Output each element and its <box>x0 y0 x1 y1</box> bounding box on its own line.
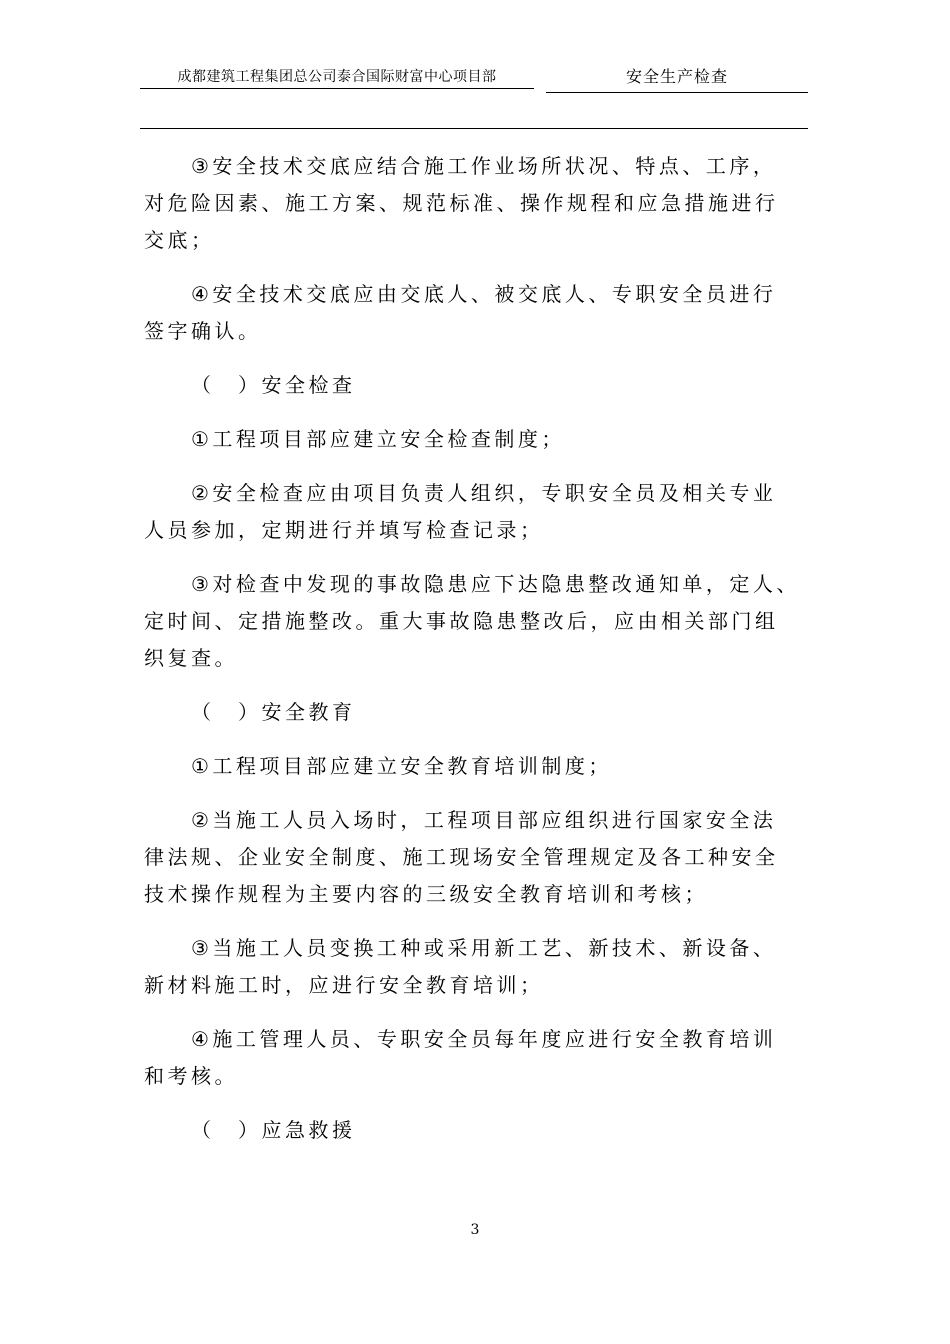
header-right-underline <box>546 92 808 93</box>
paragraph: ③对检查中发现的事故隐患应下达隐患整改通知单，定人、 定时间、定措施整改。重大事故隐患整改后，应由相关部门组 织复查。 <box>144 572 800 670</box>
section-heading: （ ）安全检查 <box>191 373 356 397</box>
paragraph: ①工程项目部应建立安全教育培训制度； <box>191 754 612 778</box>
document-body <box>144 148 824 1166</box>
paragraph: ②当施工人员入场时，工程项目部应组织进行国家安全法 律法规、企业安全制度、施工现场安全管理规定及各工种安全 技术操作规程为主要内容的三级安全教育培训和考核； <box>144 808 779 906</box>
paragraph: ④安全技术交底应由交底人、被交底人、专职安全员进行 签字确认。 <box>144 282 777 343</box>
section-heading: （ ）应急救援 <box>191 1118 356 1142</box>
paragraph: ③当施工人员变换工种或采用新工艺、新技术、新设备、 新材料施工时，应进行安全教育培训； <box>144 936 777 997</box>
paragraph: ②安全检查应由项目负责人组织，专职安全员及相关专业 人员参加，定期进行并填写检查记录； <box>144 481 777 542</box>
section-heading: （ ）安全教育 <box>191 700 356 724</box>
header-rule <box>140 128 808 129</box>
header-right-title: 安全生产检查 <box>625 67 728 86</box>
page-number: 3 <box>470 1222 480 1238</box>
header-left-title: 成都建筑工程集团总公司泰合国际财富中心项目部 <box>177 69 497 85</box>
paragraph: ④施工管理人员、专职安全员每年度应进行安全教育培训 和考核。 <box>144 1027 777 1088</box>
paragraph: ③安全技术交底应结合施工作业场所状况、特点、工序， 对危险因素、施工方案、规范标准、操作规程和应急措施进行 交底； <box>144 154 779 252</box>
header-left-underline <box>140 88 534 89</box>
paragraph: ①工程项目部应建立安全检查制度； <box>191 427 565 451</box>
